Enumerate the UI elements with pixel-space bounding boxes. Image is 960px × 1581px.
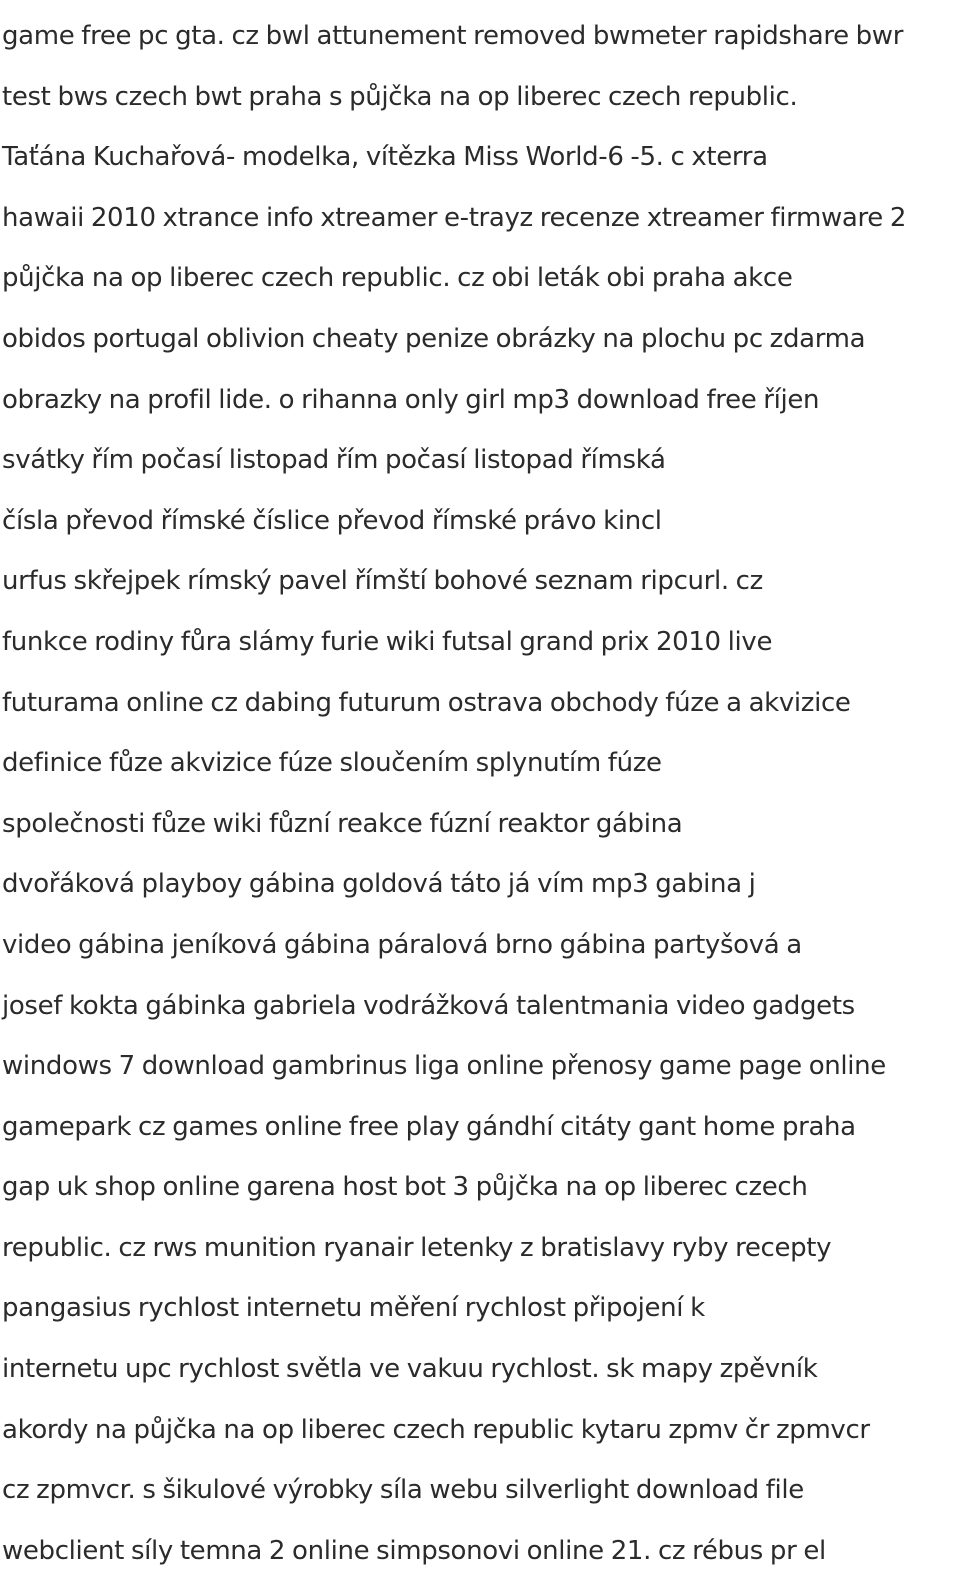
text-line: dvořáková playboy gábina goldová táto já vím mp3 gabina j bbox=[2, 869, 756, 900]
text-line: hawaii 2010 xtrance info xtreamer e-trayz recenze xtreamer firmware 2 bbox=[2, 202, 907, 233]
document-body bbox=[2, 0, 960, 1581]
text-line: futurama online cz dabing futurum ostrava obchody fúze a akvizice bbox=[2, 687, 851, 718]
text-line: funkce rodiny fůra slámy furie wiki futsal grand prix 2010 live bbox=[2, 626, 773, 657]
text-line: obidos portugal oblivion cheaty penize obrázky na plochu pc zdarma bbox=[2, 323, 866, 354]
text-line: video gábina jeníková gábina páralová brno gábina partyšová a bbox=[2, 929, 802, 960]
text-line: internetu upc rychlost světla ve vakuu rychlost. sk mapy zpěvník bbox=[2, 1354, 818, 1385]
text-line: webclient síly temna 2 online simpsonovi online 21. cz rébus pr el bbox=[2, 1535, 826, 1566]
text-line: republic. cz rws munition ryanair letenky z bratislavy ryby recepty bbox=[2, 1232, 832, 1263]
text-line: gamepark cz games online free play gándhí citáty gant home praha bbox=[2, 1111, 856, 1142]
text-line: josef kokta gábinka gabriela vodrážková talentmania video gadgets bbox=[2, 990, 855, 1021]
text-line: půjčka na op liberec czech republic. cz obi leták obi praha akce bbox=[2, 263, 793, 294]
text-line: gap uk shop online garena host bot 3 půjčka na op liberec czech bbox=[2, 1172, 808, 1203]
text-line: urfus skřejpek rímský pavel římští bohové seznam ripcurl. cz bbox=[2, 566, 763, 597]
text-line: definice fůze akvizice fúze sloučením splynutím fúze bbox=[2, 748, 662, 779]
text-line: obrazky na profil lide. o rihanna only girl mp3 download free říjen bbox=[2, 384, 820, 415]
text-line: svátky řím počasí listopad řím počasí listopad římská bbox=[2, 445, 666, 476]
text-line: čísla převod římské číslice převod římské právo kincl bbox=[2, 505, 662, 536]
text-line: game free pc gta. cz bwl attunement removed bwmeter rapidshare bwr bbox=[2, 21, 904, 51]
text-line: cz zpmvcr. s šikulové výrobky síla webu silverlight download file bbox=[2, 1475, 804, 1506]
text-line: test bws czech bwt praha s půjčka na op liberec czech republic. bbox=[2, 81, 798, 112]
text-line: Taťána Kuchařová- modelka, vítězka Miss World-6 -5. c xterra bbox=[2, 142, 768, 173]
text-line: společnosti fůze wiki fůzní reakce fúzní reaktor gábina bbox=[2, 808, 683, 839]
text-line: windows 7 download gambrinus liga online přenosy game page online bbox=[2, 1051, 886, 1082]
text-line: akordy na půjčka na op liberec czech republic kytaru zpmv čr zpmvcr bbox=[2, 1414, 870, 1445]
text-line: pangasius rychlost internetu měření rychlost připojení k bbox=[2, 1293, 705, 1324]
